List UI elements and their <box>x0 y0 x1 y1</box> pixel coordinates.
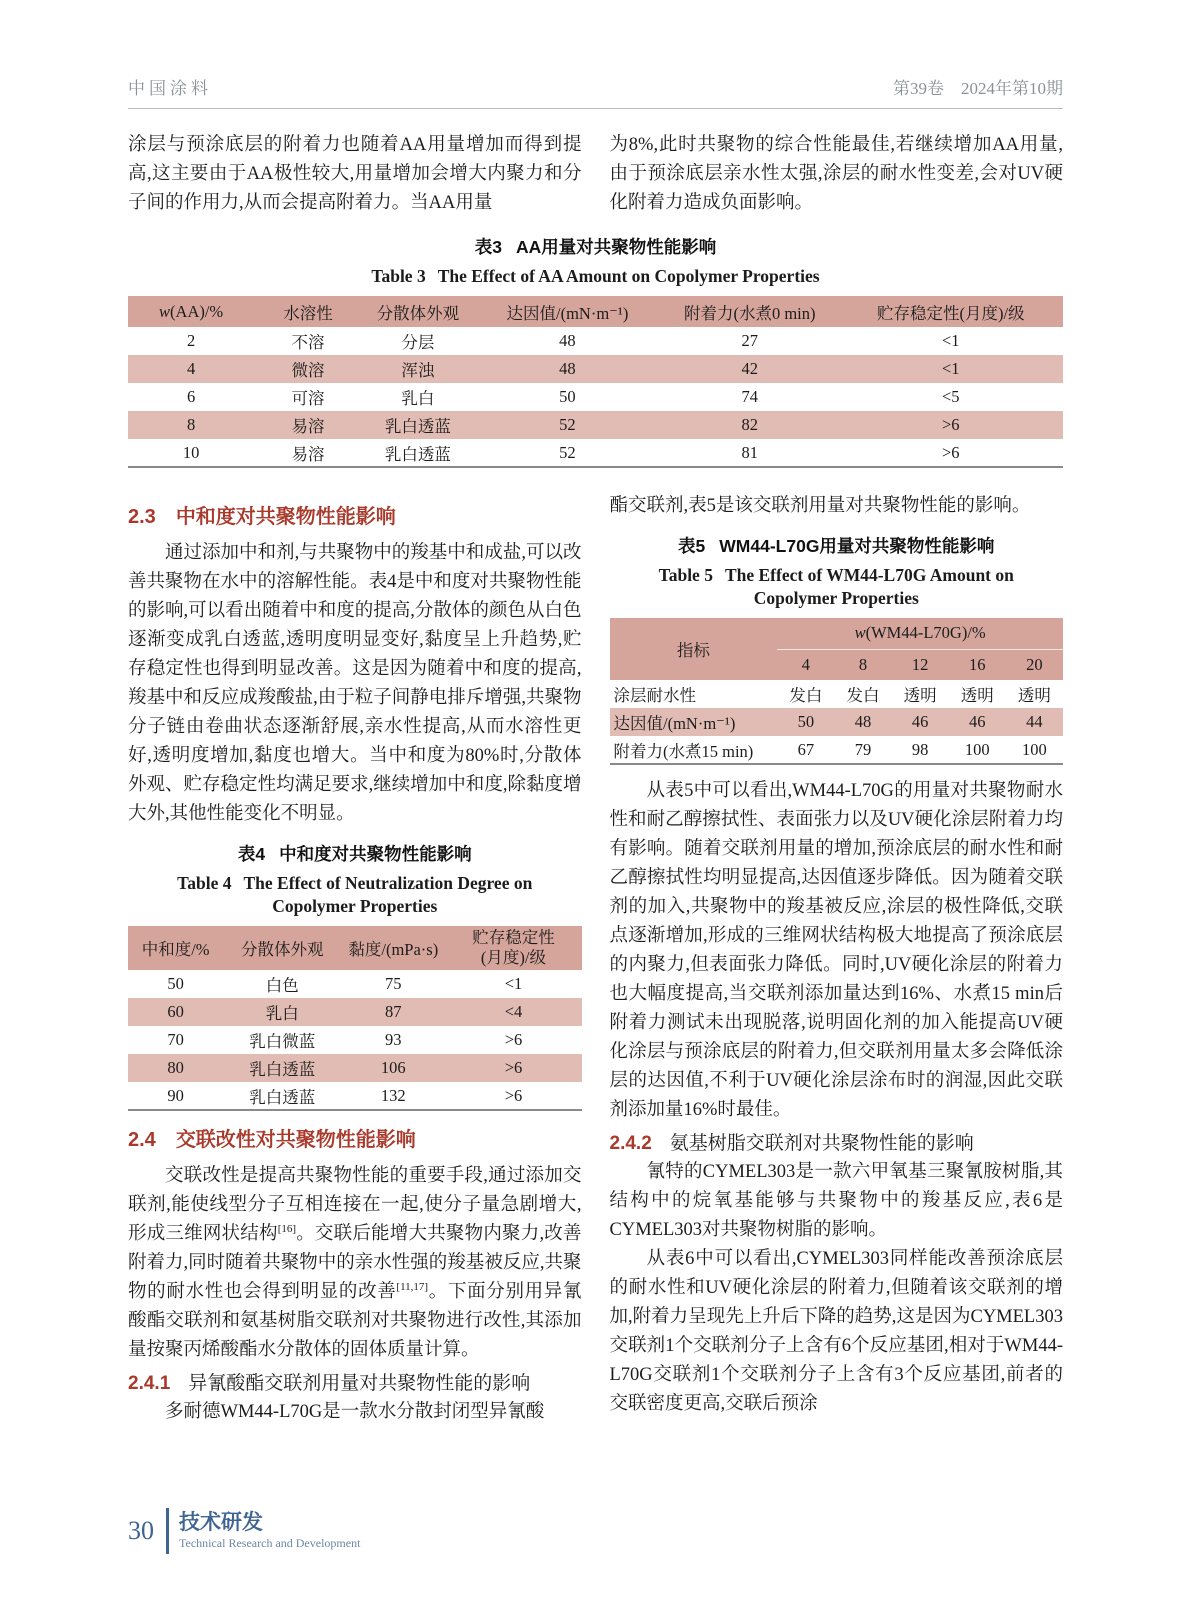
table5-group-header-row <box>610 618 1064 649</box>
page-footer <box>128 1508 1063 1554</box>
header-rule <box>128 108 1063 109</box>
table-cell: 透明 <box>903 686 937 705</box>
issue-info: 第39卷 2024年第10期 <box>893 79 1063 98</box>
table-cell: 白色 <box>265 976 299 995</box>
table4-caption-en-line2: Copolymer Properties <box>272 896 438 916</box>
table4-col-header: 黏度/(mPa·s) <box>341 926 445 970</box>
table5-caption-cn: 表5 WM44-L70G用量对共聚物性能影响 <box>678 536 995 556</box>
table-cell: 发白 <box>846 686 880 705</box>
paragraph: 多耐德WM44-L70G是一款水分散封闭型异氰酸 <box>165 1402 545 1422</box>
table-cell: 132 <box>380 1085 406 1105</box>
table-cell: 48 <box>854 712 872 731</box>
section-title: 交联改性对共聚物性能影响 <box>175 1129 416 1151</box>
table-cell: 98 <box>911 739 929 759</box>
section-number: 2.4.1 <box>128 1373 171 1394</box>
table-cell: 81 <box>741 442 758 462</box>
row-label: 附着力(水煮15 min) <box>613 741 754 761</box>
table-cell: >6 <box>942 442 960 462</box>
table-cell: 42 <box>741 359 758 378</box>
table5-col-header: 12 <box>892 649 949 680</box>
footer-divider <box>166 1508 169 1554</box>
table5-group-header: w(WM44-L70G)/% <box>777 618 1063 649</box>
table3-col-header: 水溶性 <box>254 296 362 327</box>
table3-col-header: 贮存稳定性(月度)/级 <box>839 296 1063 327</box>
table-cell: 44 <box>1026 712 1043 731</box>
top-paragraph-row <box>128 131 1063 218</box>
table-cell: 可溶 <box>291 389 325 408</box>
table-cell: 分层 <box>401 333 435 352</box>
table-cell: 106 <box>380 1058 406 1077</box>
paragraph: 从表6中可以看出,CYMEL303同样能改善预涂底层的耐水性和UV硬化涂层的附着力,但随着该交联剂的增加,附着力呈现先上升后下降的趋势,这是因为CYMEL303交联剂1个交联剂分子上含有6个反应基团,相对于WM44-L70G交联剂1个交联剂分子上含有3个反应基团,前者的交联密度更高,交联后预涂 <box>609 1249 1063 1414</box>
table-cell: 52 <box>559 442 576 462</box>
main-body <box>128 492 1063 1508</box>
left-column <box>128 492 582 1508</box>
table-cell: 不溶 <box>291 333 325 352</box>
table3-col-header: 分散体外观 <box>362 296 474 327</box>
table-cell: 微溶 <box>291 361 325 380</box>
table-cell: 2 <box>186 331 196 350</box>
table-cell: 6 <box>186 387 196 406</box>
table-cell: 46 <box>969 712 986 731</box>
table-cell: 80 <box>167 1058 184 1077</box>
table-cell: 82 <box>741 415 758 434</box>
footer-section-en: Technical Research and Development <box>179 1536 361 1550</box>
table-cell: 易溶 <box>291 417 325 436</box>
table-row <box>128 1054 582 1082</box>
table-cell: 90 <box>167 1085 184 1105</box>
table5-col-header: 16 <box>949 649 1006 680</box>
table-row <box>128 411 1063 439</box>
table-cell: >6 <box>942 415 960 434</box>
table-row <box>128 439 1063 467</box>
footer-section <box>179 1511 360 1551</box>
table-cell: 100 <box>1022 739 1047 759</box>
table-cell: <4 <box>504 1002 523 1021</box>
table4-caption-en: Table 4 The Effect of Neutralization Degree on <box>177 873 533 893</box>
right-column <box>610 492 1064 1508</box>
table-cell: 52 <box>559 415 576 434</box>
table4-header-row <box>128 926 582 970</box>
table-cell: 50 <box>797 712 815 731</box>
table-row <box>610 680 1064 708</box>
table-cell: <1 <box>942 359 960 378</box>
section-title: 氨基树脂交联剂对共聚物性能的影响 <box>669 1133 974 1154</box>
footer-section-cn: 技术研发 <box>179 1511 263 1534</box>
page-number: 30 <box>128 1516 154 1545</box>
table-cell: 60 <box>167 1002 184 1021</box>
table4-col-header: 贮存稳定性 (月度)/级 <box>445 926 581 970</box>
table4-block <box>128 841 582 1111</box>
table-cell: 乳白透蓝 <box>249 1087 316 1107</box>
table-cell: <1 <box>504 974 523 993</box>
journal-title: 中国涂料 <box>128 79 212 98</box>
table3-col-header: 达因值/(mN·m⁻¹) <box>474 296 661 327</box>
citation-ref: [16] <box>277 1222 297 1235</box>
table5-col-header: 4 <box>777 649 834 680</box>
paragraph: 通过添加中和剂,与共聚物中的羧基中和成盐,可以改善共聚物在水中的溶解性能。表4是中和度对共聚物性能的影响,可以看出随着中和度的提高,分散体的颜色从白色逐渐变成乳白透蓝,透明度明显变好,黏度呈上升趋势,贮存稳定性也得到明显改善。这是因为随着中和度的提高,羧基中和反应成羧酸盐,由于粒子间静电排斥增强,共聚物分子链由卷曲状态逐渐舒展,亲水性提高,从而水溶性更好,透明度增加,黏度也增大。当中和度为80%时,分散体外观、贮存稳定性均满足要求,继续增加中和度,除黏度增大外,其他性能变化不明显。 <box>128 543 582 824</box>
table3-block <box>128 234 1063 468</box>
section-heading-2-4 <box>128 1123 582 1152</box>
paragraph: 交联改性是提高共聚物性能的重要手段,通过添加交联剂,能使线型分子互相连接在一起,使分子量急剧增大,形成三维网状结构[16]。交联后能增大共聚物内聚力,改善附着力,同时随着共聚物中的亲水性强的羧基被反应,共聚物的耐水性也会得到明显的改善[11,17]。下面分别用异氰酸酯交联剂和氨基树脂交联剂对共聚物进行改性,其添加量按聚丙烯酸酯水分散体的固体质量计算。 <box>128 1166 582 1360</box>
paragraph: 从表5中可以看出,WM44-L70G的用量对共聚物耐水性和耐乙醇擦拭性、表面张力以及UV硬化涂层附着力均有影响。随着交联剂用量的增加,预涂底层的耐水性和耐乙醇擦拭性均明显提高,达因值逐步降低。因为随着交联剂的加入,共聚物中的羧基被反应,涂层的极性降低,交联点逐渐增加,形成的三维网状结构极大地提高了预涂底层的内聚力,但表面张力降低。同时,UV硬化涂层的附着力也大幅度提高,当交联剂添加量达到16%、水煮15 min后附着力测试未出现脱落,说明固化剂的加入能提高UV硬化涂层与预涂底层的附着力,但交联剂用量太多会降低涂层的达因值,不利于UV硬化涂层涂布时的润湿,因此交联剂添加量16%时最佳。 <box>609 781 1063 1120</box>
paragraph-right-continued: 为8%,此时共聚物的综合性能最佳,若继续增加AA用量,由于预涂底层亲水性太强,涂层的耐水性变差,会对UV硬化附着力造成负面影响。 <box>609 135 1063 213</box>
table5 <box>610 618 1064 765</box>
section-title: 中和度对共聚物性能影响 <box>175 506 396 528</box>
table-row <box>610 736 1064 764</box>
section-title: 异氰酸酯交联剂用量对共聚物性能的影响 <box>188 1373 531 1394</box>
paragraph: 酯交联剂,表5是该交联剂用量对共聚物性能的影响。 <box>609 496 1031 516</box>
table-cell: 透明 <box>960 686 994 705</box>
table-cell: 发白 <box>789 686 823 705</box>
table-cell: 乳白微蓝 <box>249 1032 316 1051</box>
table4-col-header: 分散体外观 <box>223 926 341 970</box>
table-cell: 浑浊 <box>401 361 435 380</box>
row-label: 达因值/(mN·m⁻¹) <box>613 714 736 733</box>
paragraph-left-continued: 涂层与预涂底层的附着力也随着AA用量增加而得到提高,这主要由于AA极性较大,用量增加会增大内聚力和分子间的作用力,从而会提高附着力。当AA用量 <box>128 135 582 213</box>
section-heading-2-3 <box>128 500 582 529</box>
table-cell: 8 <box>186 415 196 434</box>
table-row <box>128 970 582 998</box>
table-cell: 易溶 <box>291 444 325 464</box>
table-cell: >6 <box>504 1030 523 1049</box>
table-row <box>128 327 1063 355</box>
section-number: 2.3 <box>128 506 156 528</box>
table3-caption-cn: 表3 AA用量对共聚物性能影响 <box>474 237 717 257</box>
table-cell: 93 <box>385 1030 402 1049</box>
running-head <box>128 74 1063 99</box>
table-cell: 100 <box>964 739 990 759</box>
table5-block <box>610 533 1064 765</box>
table-cell: 74 <box>741 387 758 406</box>
table-cell: 50 <box>167 974 184 993</box>
table3-col-header: w(AA)/% <box>128 296 254 327</box>
table-row <box>128 355 1063 383</box>
table-cell: 乳白透蓝 <box>384 444 451 464</box>
table-cell: 48 <box>559 359 576 378</box>
section-number: 2.4.2 <box>609 1133 652 1154</box>
table5-caption-en: Table 5 The Effect of WM44-L70G Amount on <box>658 565 1014 585</box>
table-cell: <5 <box>942 387 960 406</box>
section-number: 2.4 <box>128 1129 156 1151</box>
table4-col-header: 中和度/% <box>128 926 223 970</box>
table-row <box>128 998 582 1026</box>
table-cell: >6 <box>504 1085 523 1105</box>
table-row <box>128 1026 582 1054</box>
table-cell: 87 <box>385 1002 402 1021</box>
table3-col-header: 附着力(水煮0 min) <box>661 296 839 327</box>
table-row <box>128 1082 582 1110</box>
table-cell: 10 <box>182 442 200 462</box>
table-cell: 乳白透蓝 <box>249 1060 316 1079</box>
table-cell: 乳白透蓝 <box>384 417 451 436</box>
citation-ref: [11,17] <box>396 1280 429 1293</box>
row-label: 涂层耐水性 <box>613 686 696 705</box>
table-cell: 48 <box>559 331 576 350</box>
table4-caption-cn: 表4 中和度对共聚物性能影响 <box>237 844 472 864</box>
table5-col-header: 8 <box>834 649 891 680</box>
table-cell: 75 <box>385 974 402 993</box>
table5-col-header: 20 <box>1006 649 1063 680</box>
table5-caption-en-line2: Copolymer Properties <box>753 588 919 608</box>
table3-caption-en: Table 3 The Effect of AA Amount on Copolymer Properties <box>371 266 820 286</box>
table-cell: 46 <box>911 712 929 731</box>
table-row <box>128 383 1063 411</box>
subsection-heading-2-4-1 <box>128 1368 582 1395</box>
table-cell: >6 <box>504 1058 523 1077</box>
table3-header-row <box>128 296 1063 327</box>
table4 <box>128 926 582 1111</box>
table-cell: 乳白 <box>265 1004 299 1023</box>
table-cell: <1 <box>942 331 960 350</box>
paragraph: 氰特的CYMEL303是一款六甲氧基三聚氰胺树脂,其结构中的烷氧基能够与共聚物中的羧基反应,表6是CYMEL303对共聚物树脂的影响。 <box>609 1162 1063 1240</box>
table-cell: 67 <box>797 739 815 759</box>
subsection-heading-2-4-2 <box>610 1128 1064 1155</box>
table-cell: 透明 <box>1017 686 1051 705</box>
table-row <box>610 708 1064 736</box>
table-cell: 4 <box>186 359 196 378</box>
table-cell: 70 <box>167 1030 184 1049</box>
table-cell: 79 <box>854 739 872 759</box>
table-cell: 50 <box>559 387 576 406</box>
table3 <box>128 296 1063 468</box>
table-cell: 乳白 <box>401 389 435 408</box>
table-cell: 27 <box>741 331 758 350</box>
table5-indicator-header: 指标 <box>610 618 778 680</box>
